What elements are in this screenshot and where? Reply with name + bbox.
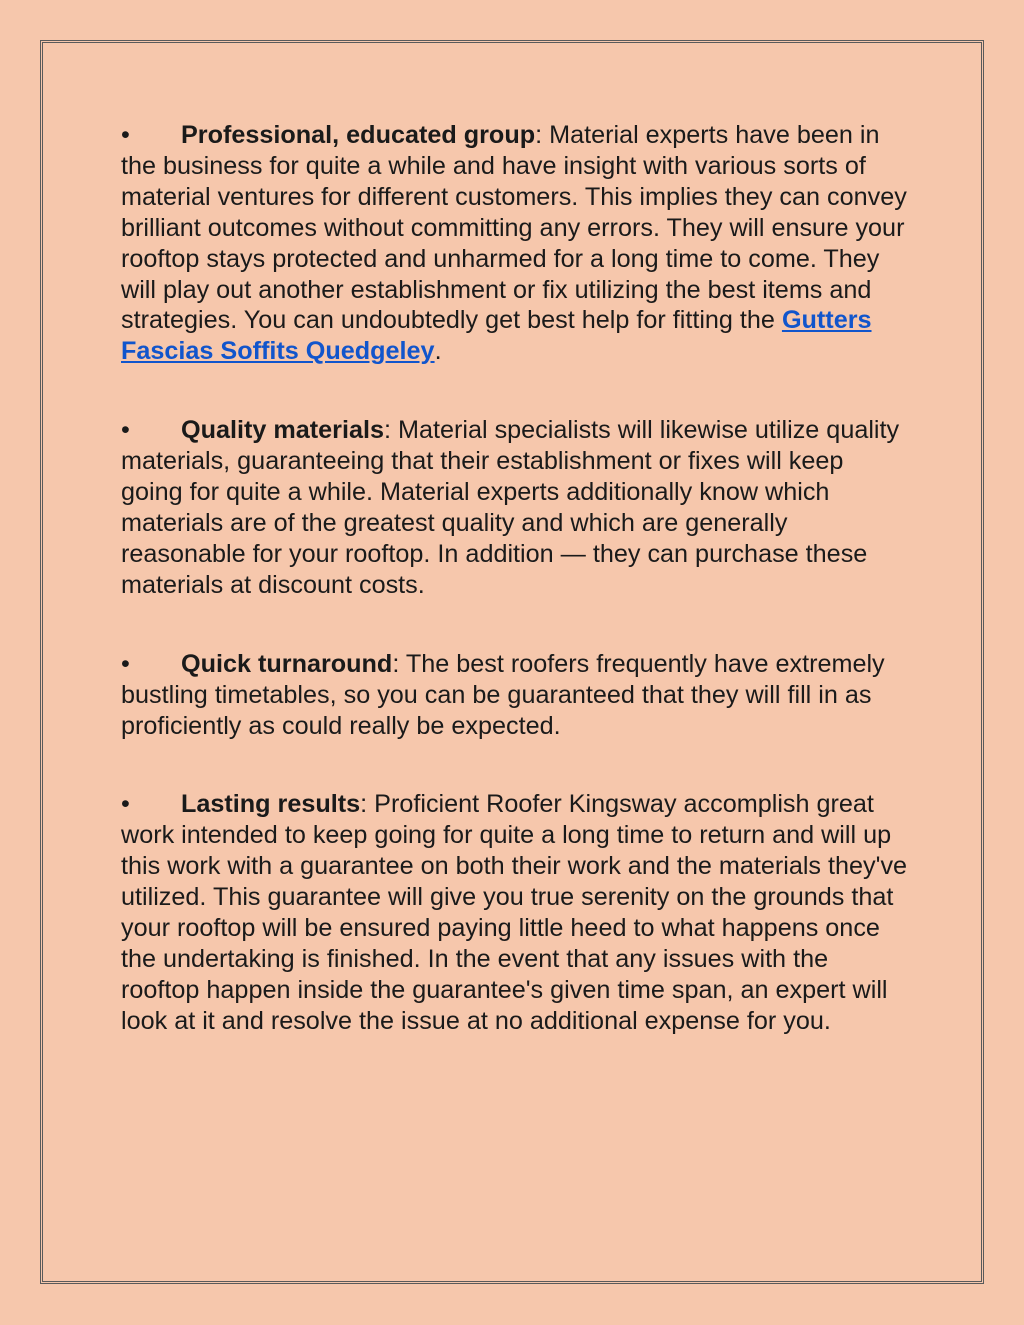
document-body: [121, 120, 911, 1085]
bullet-title: Lasting results: [181, 790, 361, 819]
bullet-text: : Material experts have been in the business for quite a while and have insight with various sorts of material ventures for different customers. This implies they can convey brilliant outcomes without committing any errors. They will ensure your rooftop stays protected and unharmed for a long time to come. They will play out another establishment or fix utilizing the best items and strategies. You can undoubtedly get best help for fitting the: [121, 121, 907, 335]
bullet-item-turnaround: [121, 649, 911, 742]
bullet-marker: •: [121, 121, 130, 149]
bullet-item-lasting: [121, 789, 911, 1036]
bullet-item-quality: [121, 415, 911, 600]
bullet-marker: •: [121, 649, 130, 678]
bullet-marker: •: [121, 790, 130, 819]
bullet-text: : Proficient Roofer Kingsway accomplish great work intended to keep going for quite a long time to return and will up this work with a guarantee on both their work and the materials they've utilized. This guarantee will give you true serenity on the grounds that your rooftop will be ensured paying little heed to what happens once the undertaking is finished. In the event that any issues with the rooftop happen inside the guarantee's given time span, an expert will look at it and resolve the issue at no additional expense for you.: [121, 790, 908, 1035]
bullet-item-professional: [121, 120, 911, 367]
bullet-title: Professional, educated group: [181, 121, 536, 149]
bullet-title: Quick turnaround: [181, 649, 393, 678]
bullet-text-end: .: [434, 337, 442, 366]
gutters-link[interactable]: Gutters Fascias Soffits Quedgeley: [121, 306, 872, 366]
bullet-text: : The best roofers frequently have extremely bustling timetables, so you can be guaranteed that they will fill in as proficiently as could really be expected.: [121, 649, 885, 740]
bullet-text: : Material specialists will likewise utilize quality materials, guaranteeing that their establishment or fixes will keep going for quite a while. Material experts additionally know which materials are of the greatest quality and which are generally reasonable for your rooftop. In addition — they can purchase these materials at discount costs.: [121, 416, 900, 599]
bullet-title: Quality materials: [181, 416, 384, 445]
bullet-marker: •: [121, 416, 130, 445]
